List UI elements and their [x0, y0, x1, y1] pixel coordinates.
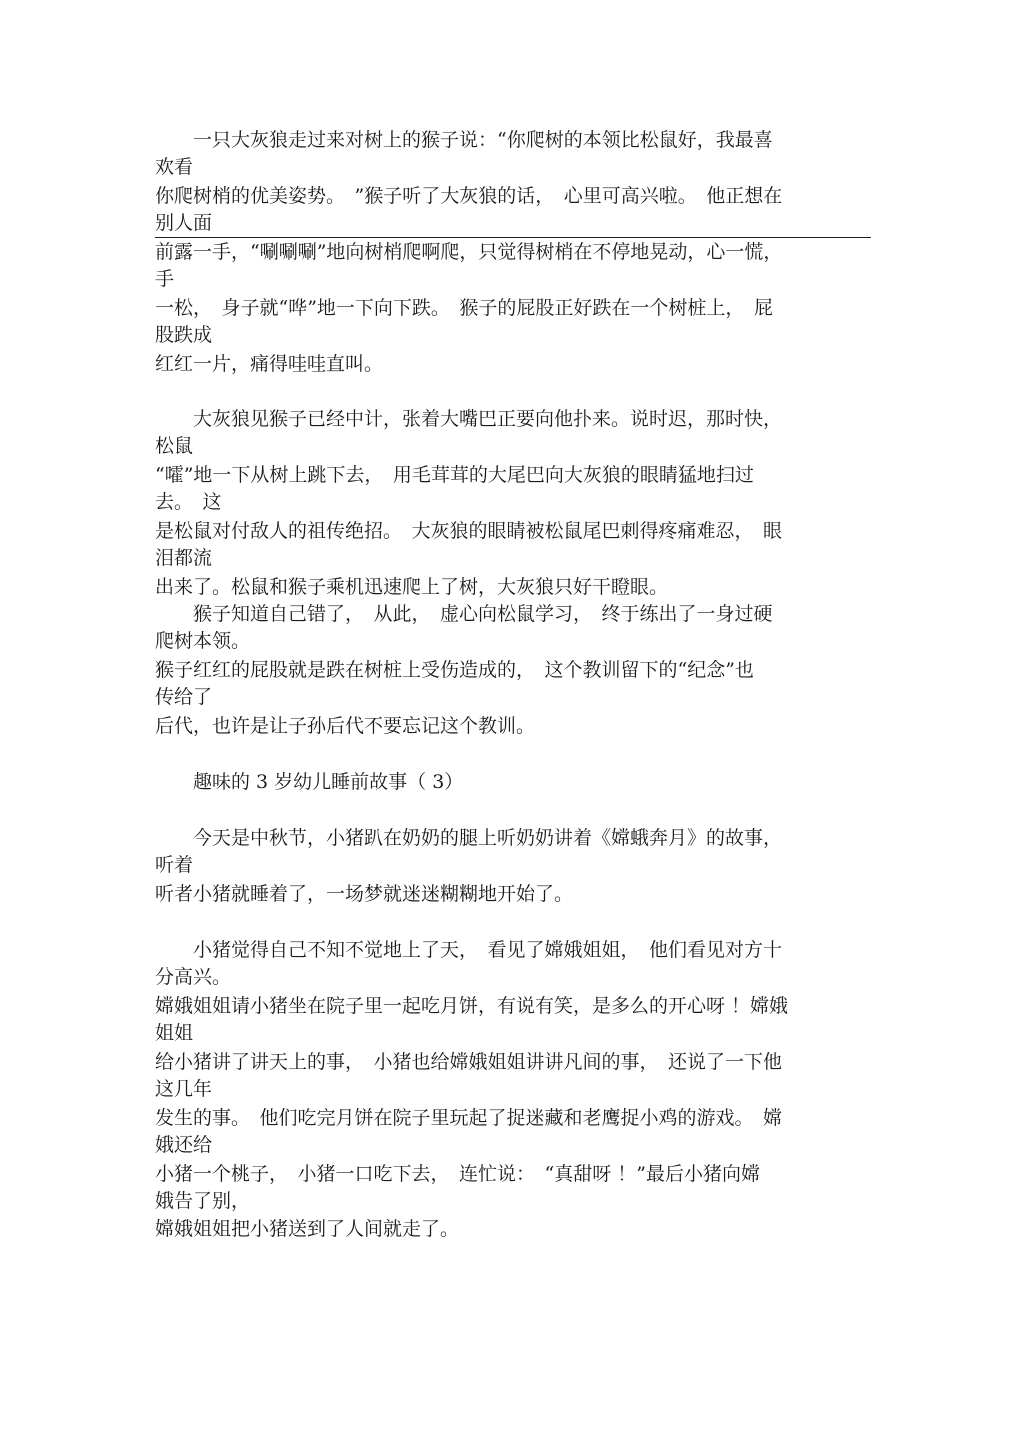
horizontal-rule	[155, 237, 871, 238]
text-line: 大灰狼见猴子已经中计，张着大嘴巴正要向他扑来。说时迟，那时快，	[155, 408, 783, 430]
text-line: 分高兴。	[155, 966, 232, 988]
text-line: 娥告了别，	[155, 1190, 251, 1212]
text-line: 嫦娥姐姐把小猪送到了人间就走了。	[155, 1218, 460, 1240]
text-line: 爬树本领。	[155, 630, 251, 652]
text-line: 红红一片，痛得哇哇直叫。	[155, 353, 384, 375]
text-line: 前露一手，“唰唰唰”地向树梢爬啊爬，只觉得树梢在不停地晃动，心一慌，	[155, 241, 783, 263]
text-line: 是松鼠对付敌人的祖传绝招。 大灰狼的眼睛被松鼠尾巴刺得疼痛难忍， 眼	[155, 520, 783, 542]
text-line: 发生的事。 他们吃完月饼在院子里玩起了捉迷藏和老鹰捉小鸡的游戏。 嫦	[155, 1107, 783, 1129]
text-line: 这几年	[155, 1078, 213, 1100]
text-line: 今天是中秋节，小猪趴在奶奶的腿上听奶奶讲着《嫦蛾奔月》的故事，	[155, 827, 783, 849]
text-line: 娥还给	[155, 1134, 213, 1156]
text-line: 松鼠	[155, 435, 194, 457]
text-line: 手	[155, 268, 175, 290]
text-line: 欢看	[155, 156, 194, 178]
text-line: 听者小猪就睡着了，一场梦就迷迷糊糊地开始了。	[155, 883, 574, 905]
text-line: 泪都流	[155, 547, 213, 569]
story-heading: 趣味的 3 岁幼儿睡前故事（ 3）	[155, 771, 464, 793]
text-line: 小猪一个桃子， 小猪一口吃下去， 连忙说： “真甜呀 ！”最后小猪向嫦	[155, 1163, 760, 1185]
text-line: 听着	[155, 854, 194, 876]
text-line: 别人面	[155, 212, 213, 234]
text-line: 传给了	[155, 686, 213, 708]
text-line: 一松， 身子就“哗”地一下向下跌。 猴子的屁股正好跌在一个树桩上， 屁	[155, 297, 773, 319]
text-line: 股跌成	[155, 324, 213, 346]
text-line: 猴子知道自己错了， 从此， 虚心向松鼠学习， 终于练出了一身过硬	[155, 603, 773, 625]
text-line: 小猪觉得自己不知不觉地上了天， 看见了嫦娥姐姐， 他们看见对方十	[155, 939, 783, 961]
text-line: 姐姐	[155, 1022, 194, 1044]
text-line: 猴子红红的屁股就是跌在树桩上受伤造成的， 这个教训留下的“纪念”也	[155, 659, 754, 681]
text-line: “嚯”地一下从树上跳下去， 用毛茸茸的大尾巴向大灰狼的眼睛猛地扫过	[155, 464, 754, 486]
text-line: 嫦娥姐姐请小猪坐在院子里一起吃月饼，有说有笑，是多么的开心呀 ！嫦娥	[155, 995, 789, 1017]
text-line: 出来了。松鼠和猴子乘机迅速爬上了树，大灰狼只好干瞪眼。	[155, 576, 669, 598]
text-line: 去。 这	[155, 491, 222, 513]
text-line: 后代，也许是让子孙后代不要忘记这个教训。	[155, 715, 536, 737]
text-line: 给小猪讲了讲天上的事， 小猪也给嫦娥姐姐讲讲凡间的事， 还说了一下他	[155, 1051, 783, 1073]
text-line: 一只大灰狼走过来对树上的猴子说：“你爬树的本领比松鼠好，我最喜	[155, 129, 773, 151]
text-line: 你爬树梢的优美姿势。 ”猴子听了大灰狼的话， 心里可高兴啦。 他正想在	[155, 185, 783, 207]
